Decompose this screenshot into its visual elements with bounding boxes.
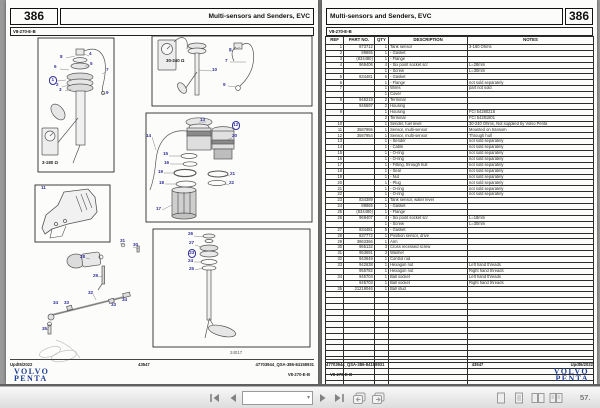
cell-notes: Through hull [468, 133, 594, 139]
cell-ref: 4 [326, 62, 344, 68]
cell-notes: not sold separately [468, 151, 594, 157]
figure-callout: 15 [163, 151, 169, 156]
cell-description: - O-ring [389, 156, 468, 162]
parts-table [325, 36, 594, 408]
figure-callout: 18 [159, 180, 165, 185]
figure-callout: 33 [64, 300, 70, 305]
cell-notes: Left hand threads [468, 262, 594, 268]
cell-ref: 35 [326, 286, 344, 292]
cell-qty: 1 [374, 121, 388, 127]
cell-description: - O-ring [389, 186, 468, 192]
cell-notes: Left hand threads [468, 274, 594, 280]
cell-description: Sender, fuel level [389, 121, 468, 127]
cell-ref: 32 [326, 257, 344, 263]
cell-description: Housing [389, 109, 468, 115]
cell-qty: 1 [374, 68, 388, 74]
cell-description: Terminal [389, 98, 468, 104]
cell-qty: 1 [374, 133, 388, 139]
cell-notes: FCI 54281801 [468, 115, 594, 121]
figure-callout: 19 [158, 169, 164, 174]
cell-qty: 1 [374, 45, 388, 51]
cell-description: Ball socket [389, 280, 468, 286]
page-number: 386 [565, 8, 593, 25]
cell-part-no: 834481 [344, 227, 375, 233]
cell-part-no: 943649 [344, 257, 375, 263]
cell-qty: 3 [374, 245, 388, 251]
cell-notes: not sold separately [468, 162, 594, 168]
cell-qty: 1 [374, 92, 388, 98]
cell-qty: 1 [374, 145, 388, 151]
cell-description: - Gasket [389, 50, 468, 56]
figure-callout: 14 [146, 133, 152, 138]
figure-label: 30-240 Ω [166, 58, 185, 63]
cell-description: - Seal [389, 168, 468, 174]
figure-callout: 28 [80, 254, 86, 259]
cell-qty: 1 [374, 174, 388, 180]
figure-callout: 30 [133, 242, 139, 247]
cell-description: Hexagon nut [389, 262, 468, 268]
cell-qty: 1 [374, 162, 388, 168]
cell-part-no: 21219046 [344, 286, 375, 292]
cell-description: - Flange [389, 209, 468, 215]
figure-callout: 27 [189, 240, 195, 245]
cell-qty: 4 [374, 62, 388, 68]
cell-ref: 18 [326, 168, 344, 174]
figure-callout: 11 [41, 185, 46, 190]
cell-ref: 17 [326, 162, 344, 168]
cell-qty: 1 [374, 192, 388, 198]
parts-table-body [326, 45, 594, 408]
page-header [326, 8, 593, 25]
cell-ref: 8 [326, 98, 344, 104]
cell-description: Position sensor, drive [389, 233, 468, 239]
cell-description: - Six point socket scr [389, 62, 468, 68]
cell-description: - Six point socket scr [389, 215, 468, 221]
cell-ref: 29 [326, 239, 344, 245]
cell-part-no: 945219 [344, 98, 375, 104]
cell-qty: 6 [374, 74, 388, 80]
col-description: DESCRIPTION [389, 37, 468, 45]
viewer-toolbar [0, 386, 600, 408]
cell-part-no: 837772 [344, 233, 375, 239]
cell-ref: 6 [326, 80, 344, 86]
cell-description: - Nut [389, 174, 468, 180]
figure-callout: 34 [122, 297, 128, 302]
table-header-row [326, 37, 594, 45]
cell-qty: 2 [374, 98, 388, 104]
col-ref: REF [326, 37, 344, 45]
cell-description: Washer [389, 251, 468, 257]
cell-part-no: 969406 [344, 62, 375, 68]
cell-qty: 5 [374, 227, 388, 233]
cell-part-no: 89865 [344, 50, 375, 56]
cell-ref: 28 [326, 233, 344, 239]
figure-callout: 29 [93, 273, 99, 278]
cell-qty: 1 [374, 151, 388, 157]
cell-part-no: 834481 [344, 74, 375, 80]
figure-callout: 12 [232, 121, 241, 130]
cell-description: - Gasket [389, 227, 468, 233]
cell-part-no: (834480) [344, 56, 375, 62]
cell-description: Tank sensor [389, 45, 468, 51]
figure-callout: 2 [56, 82, 59, 87]
cell-notes: L=28mm [468, 62, 594, 68]
page-title: Multi-sensors and Senders, EVC [326, 8, 563, 25]
cell-qty: 1 [374, 50, 388, 56]
continuous-facing-layout-icon[interactable] [549, 392, 563, 404]
page-number-combobox[interactable] [242, 391, 313, 405]
cell-ref: 20 [326, 180, 344, 186]
figure-callout: 22 [229, 180, 235, 185]
cell-description: Ball socket [389, 274, 468, 280]
cell-ref: 25 [326, 209, 344, 215]
cell-notes: FCI 54280218 [468, 109, 594, 115]
figure-label: 3-180 Ω [42, 160, 58, 165]
cell-part-no: 3587954 [344, 133, 375, 139]
cell-qty: 1 [374, 156, 388, 162]
next-page-icon[interactable] [316, 392, 330, 404]
cell-part-no: (834480) [344, 209, 375, 215]
cell-ref: 34 [326, 274, 344, 280]
cell-description: Housing [389, 103, 468, 109]
cell-description: Arm [389, 239, 468, 245]
cell-qty: 1 [374, 239, 388, 245]
figure-callout: 10 [212, 67, 218, 72]
cell-ref: 30 [326, 245, 344, 251]
cell-notes: not sold separately [468, 145, 594, 151]
cell-description: Control rod [389, 257, 468, 263]
cell-qty: 1 [374, 56, 388, 62]
figure-callout: 9 [223, 82, 226, 87]
cell-ref: 33 [326, 262, 344, 268]
cell-ref: 14 [326, 145, 344, 151]
cell-description: Sensor, multi-sensor [389, 133, 468, 139]
page-footer [326, 362, 593, 367]
last-page-icon[interactable] [332, 392, 346, 404]
cell-notes: not sold separately [468, 180, 594, 186]
cell-qty: 1 [374, 180, 388, 186]
cell-qty: 1 [374, 280, 388, 286]
next-view-icon[interactable] [371, 392, 386, 404]
single-page-layout-icon[interactable] [495, 392, 507, 404]
cell-qty: 1 [374, 262, 388, 268]
cell-notes: Right hand threads [468, 280, 594, 286]
cell-ref: 22 [326, 192, 344, 198]
exploded-view-diagram [6, 0, 318, 384]
cell-description: - Plug [389, 180, 468, 186]
figure-callout: 35 [42, 326, 48, 331]
logo-line: PENTA [14, 373, 48, 383]
cell-ref: 7 [326, 86, 344, 92]
cell-notes: not sold separately [468, 80, 594, 86]
figure-callout: 16 [164, 160, 170, 165]
cell-qty: 2 [374, 115, 388, 121]
figure-callout: 6 [54, 64, 57, 69]
figure-callout: 25 [189, 266, 195, 271]
cell-description: Cover [389, 92, 468, 98]
cell-notes: Right hand threads [468, 268, 594, 274]
cell-qty: 1 [374, 186, 388, 192]
catalog-page-right [322, 0, 597, 384]
cell-qty: 1 [374, 257, 388, 263]
model-code-box: V8-270-E-B [10, 27, 314, 36]
cell-qty: 1 [374, 204, 388, 210]
figure-callout: 26 [188, 231, 194, 236]
cell-qty: 2 [374, 103, 388, 109]
figure-callout: 31 [120, 238, 126, 243]
volvo-penta-logo [14, 369, 49, 383]
cell-ref: 10 [326, 121, 344, 127]
previous-page-icon[interactable] [226, 392, 240, 404]
figure-callout: 1 [49, 76, 58, 85]
col-notes: NOTES [468, 37, 594, 45]
cell-ref: 1 [326, 45, 344, 51]
chevron-down-icon[interactable]: ▾ [306, 395, 310, 401]
cell-description: Hexagon nut [389, 268, 468, 274]
cell-part-no: 873712 [344, 45, 375, 51]
cell-description: - Cable [389, 145, 468, 151]
cell-ref: 24 [326, 204, 344, 210]
figure-callout: 4 [89, 51, 92, 56]
cell-description: - O-ring [389, 151, 468, 157]
bottom-model-code: V8-270-E-B [330, 372, 353, 377]
figure-callout: 23 [188, 249, 197, 258]
figure-callout: 9 [106, 90, 109, 95]
cell-ref: 31 [326, 251, 344, 257]
cell-description: - Gasket [389, 204, 468, 210]
cell-ref: 19 [326, 174, 344, 180]
col-qty: QTY [374, 37, 388, 45]
figure-callout: 8 [60, 54, 63, 59]
cell-qty: 1 [374, 198, 388, 204]
footer-update-date: Updt6/2022 [10, 362, 33, 367]
cell-description: Ball stud [389, 286, 468, 292]
figure-callout: 21 [230, 171, 236, 176]
cell-ref: 23 [326, 198, 344, 204]
cell-notes: not sold separately [468, 174, 594, 180]
first-page-icon[interactable] [208, 392, 222, 404]
cell-part-no: 969407 [344, 215, 375, 221]
cell-part-no: 3863366 [344, 239, 375, 245]
footer-catalog-id: 47703944_QSA-386-84158931 [255, 362, 314, 367]
catalog-page-left [6, 0, 318, 384]
figure-callout: 7 [106, 67, 109, 72]
cell-ref: 15 [326, 151, 344, 157]
cell-qty: 1 [374, 286, 388, 292]
figure-callout: 8 [229, 47, 232, 52]
figure-callout: 7 [225, 58, 228, 63]
cell-qty: 1 [374, 139, 388, 145]
model-code-box: V8-270-E-B [326, 27, 593, 36]
cell-part-no: 834389 [344, 198, 375, 204]
figure-label: 24017 [230, 350, 243, 355]
cell-notes: L=18mm [468, 215, 594, 221]
cell-part-no: 955782 [344, 268, 375, 274]
cell-qty: 1 [374, 127, 388, 133]
cell-qty: 1 [374, 86, 388, 92]
footer-doc-number: 43547 [138, 362, 150, 367]
figure-callout: 5 [90, 61, 93, 66]
cell-qty: 1 [374, 221, 388, 227]
footer-update-date: Updt6/2022 [570, 362, 593, 367]
cell-ref: 16 [326, 156, 344, 162]
figure-callout: 3 [59, 87, 62, 92]
cell-ref: 26 [326, 215, 344, 221]
cell-part-no: 945704 [344, 274, 375, 280]
cell-notes: not sold separately [468, 139, 594, 145]
figure-callout: 17 [156, 206, 162, 211]
footer-rule [10, 359, 314, 360]
cell-ref: 2 [326, 50, 344, 56]
cell-qty: 1 [374, 168, 388, 174]
figure-callout: 13 [200, 117, 206, 122]
cell-part-no: 942638 [344, 262, 375, 268]
cell-qty: 1 [374, 109, 388, 115]
volvo-penta-logo [554, 369, 589, 383]
cell-description: Tank sensor, water level [389, 198, 468, 204]
figure-callout: 33 [111, 302, 117, 307]
footer-doc-number: 43547 [471, 362, 484, 367]
col-part-no: PART NO. [344, 37, 375, 45]
cell-notes: Mounted on transom [468, 127, 594, 133]
cell-qty: 4 [374, 215, 388, 221]
cell-qty: 1 [374, 274, 388, 280]
logo-line: VOLVO [14, 367, 50, 376]
cell-description: Cross recessed screw [389, 245, 468, 251]
page-footer [10, 362, 314, 367]
cell-description: Wires [389, 86, 468, 92]
cell-part-no: 946597 [344, 103, 375, 109]
cell-ref: 9 [326, 109, 344, 115]
cell-part-no: 965132 [344, 245, 375, 251]
cell-part-no: 953691 [344, 251, 375, 257]
footer-catalog-id: 47703944_QSA-386-84158931 [326, 362, 385, 367]
previous-view-icon[interactable] [352, 392, 367, 404]
cell-description: - Fitting, through hull [389, 162, 468, 168]
logo-line: PENTA [555, 373, 589, 383]
cell-description: Sensor, multi-sensor [389, 127, 468, 133]
bottom-model-code: V8-270-E-B [287, 372, 310, 377]
cell-part-no: 89865 [344, 204, 375, 210]
cell-qty: 3 [374, 251, 388, 257]
cell-notes: 3-180 Ohms [468, 45, 594, 51]
cell-part-no: 3587955 [344, 127, 375, 133]
cell-part-no: 945703 [344, 280, 375, 286]
cell-notes: L=30mm [468, 68, 594, 74]
cell-description: - Screw [389, 68, 468, 74]
cell-qty: 1 [374, 233, 388, 239]
figure-callout: 34 [53, 300, 59, 305]
figure-callout: 24 [188, 258, 194, 263]
logo-line: VOLVO [553, 367, 589, 376]
figure-callout: 32 [88, 290, 94, 295]
cell-qty: 1 [374, 80, 388, 86]
cell-notes: 30-240 Ohms, Not supplied by Volvo Penta [468, 121, 594, 127]
cell-notes: not sold separately [468, 192, 594, 198]
cell-description: - O-ring [389, 192, 468, 198]
page-number: 386 [10, 8, 58, 25]
figure-callout: 20 [232, 133, 238, 138]
cell-description: - Sender [389, 139, 468, 145]
cell-ref: 12 [326, 133, 344, 139]
cell-ref: 21 [326, 186, 344, 192]
cell-notes: not sold separately [468, 156, 594, 162]
cell-description: - Gasket [389, 74, 468, 80]
cell-notes: part not sold [468, 86, 594, 92]
cell-notes: L=30mm [468, 221, 594, 227]
facing-pages-layout-icon[interactable] [531, 392, 545, 404]
cell-qty: 1 [374, 268, 388, 274]
cell-notes: not sold separately [468, 168, 594, 174]
cell-qty: 1 [374, 209, 388, 215]
footer-rule [326, 359, 593, 360]
cell-description: - Flange [389, 80, 468, 86]
cell-ref: 3 [326, 56, 344, 62]
cell-description: - Flange [389, 56, 468, 62]
cell-ref: 13 [326, 139, 344, 145]
continuous-layout-icon[interactable] [513, 392, 525, 404]
cell-description: - Screw [389, 221, 468, 227]
zoom-level-label: 57. [580, 393, 591, 402]
cell-description: Terminal [389, 115, 468, 121]
cell-ref: 27 [326, 227, 344, 233]
page-title: Multi-sensors and Senders, EVC [60, 8, 314, 25]
cell-ref: 5 [326, 74, 344, 80]
cell-notes: not sold separately [468, 186, 594, 192]
cell-ref: 11 [326, 127, 344, 133]
